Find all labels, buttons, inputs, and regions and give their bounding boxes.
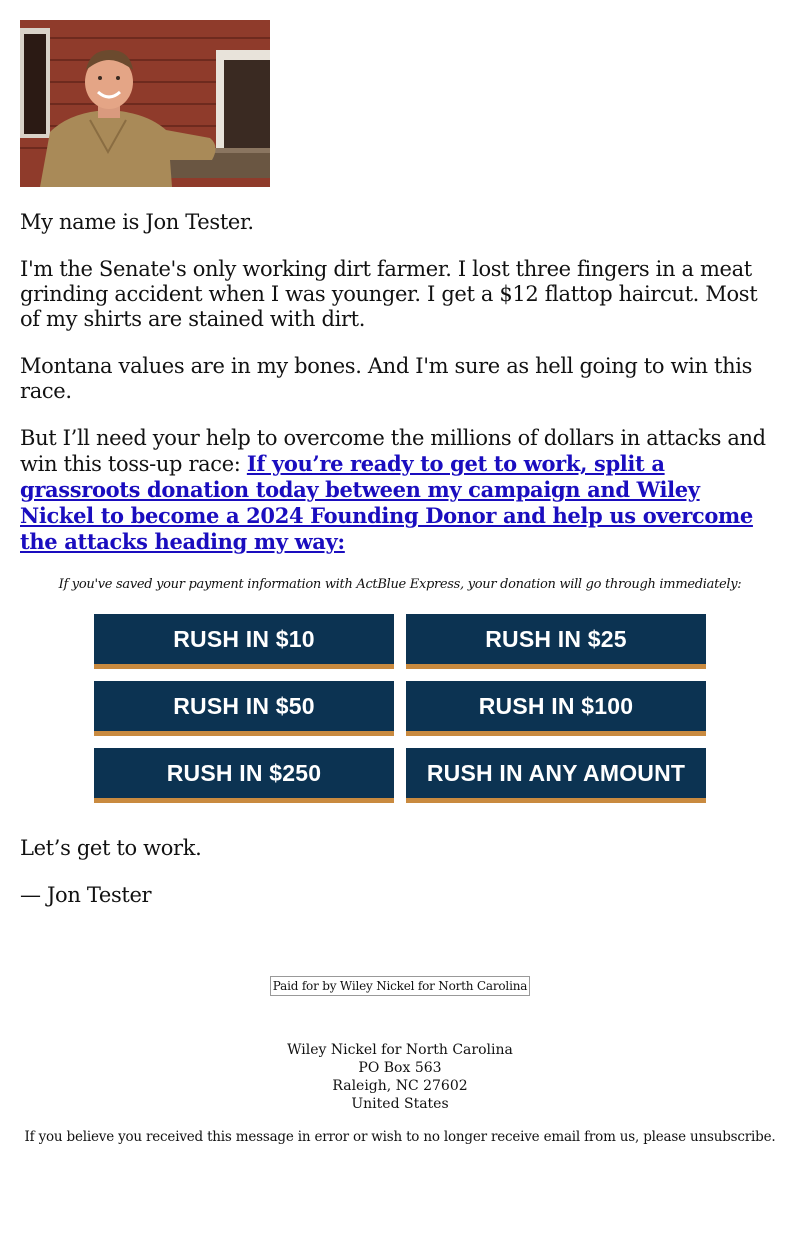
closing-line: Let’s get to work. <box>20 836 202 860</box>
donate-10-button[interactable]: RUSH IN $10 <box>94 614 394 669</box>
farmer-paragraph: I'm the Senate's only working dirt farmer. I lost three fingers in a meat grinding accident when I was younger. I get a $12 flattop haircut. Most of my shirts are stained with dirt. <box>20 257 758 331</box>
address-country: United States <box>351 1096 449 1112</box>
actblue-express-note: If you've saved your payment information with ActBlue Express, your donation will go through immediately: <box>58 577 742 592</box>
donate-25-button[interactable]: RUSH IN $25 <box>406 614 706 669</box>
donate-any-amount-button[interactable]: RUSH IN ANY AMOUNT <box>406 748 706 803</box>
address-city: Raleigh, NC 27602 <box>332 1078 468 1094</box>
ask-paragraph <box>20 426 780 555</box>
donate-100-button[interactable]: RUSH IN $100 <box>406 681 706 736</box>
candidate-photo <box>20 20 270 187</box>
paid-for-disclaimer: Paid for by Wiley Nickel for North Carolina <box>270 976 530 996</box>
disclaimer-row <box>20 975 780 996</box>
intro-paragraph: My name is Jon Tester. <box>20 210 254 234</box>
address-po-box: PO Box 563 <box>358 1060 442 1076</box>
donate-link[interactable]: If you’re ready to get to work, split a grassroots donation today between my campaign and Wiley Nickel to become a 2024 Founding Donor and help us overcome the attacks heading my way: <box>20 451 753 554</box>
ask-lead-text: But I’ll need your help to overcome the millions of dollars in attacks and win this toss-up race: <box>20 426 766 476</box>
mailing-address <box>20 1041 780 1113</box>
donate-250-button[interactable]: RUSH IN $250 <box>94 748 394 803</box>
signature: — Jon Tester <box>20 883 152 907</box>
address-org: Wiley Nickel for North Carolina <box>287 1042 513 1058</box>
unsubscribe-text[interactable]: If you believe you received this message in error or wish to no longer receive email from us, please unsubscribe. <box>24 1129 776 1145</box>
email-body <box>20 20 780 1145</box>
donate-50-button[interactable]: RUSH IN $50 <box>94 681 394 736</box>
montana-paragraph: Montana values are in my bones. And I'm sure as hell going to win this race. <box>20 354 753 403</box>
donation-buttons <box>94 614 706 803</box>
